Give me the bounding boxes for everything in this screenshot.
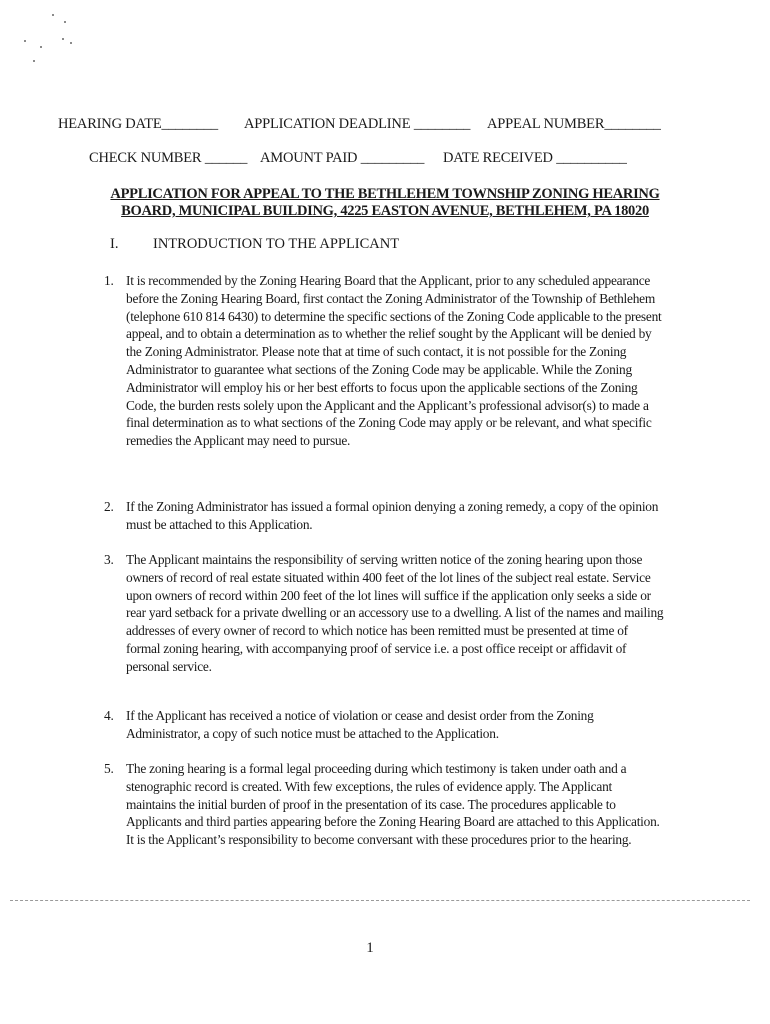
check-number-field <box>89 150 247 167</box>
amount-paid-label: AMOUNT PAID <box>260 150 358 166</box>
section-title: INTRODUCTION TO THE APPLICANT <box>153 236 400 252</box>
list-item-text: The zoning hearing is a formal legal proceeding during which testimony is taken under oath and a stenographic record is created. With few exceptions, the rules of evidence apply. The Applicant maintains the initial burden of proof in the presentation of its case. The procedures applicable to Applicants and third parties appearing before the Zoning Hearing Board are attached to this Application. It is the Applicant’s responsibility to become conversant with these procedures prior to the hearing. <box>126 761 660 848</box>
date-received-blank: __________ <box>556 150 627 166</box>
section-heading <box>110 236 399 253</box>
list-item-text: If the Applicant has received a notice of violation or cease and desist order from the Zoning Administrator, a copy of such notice must be attached to the Application. <box>126 708 594 741</box>
page-number: 1 <box>366 940 374 956</box>
list-item <box>104 498 664 534</box>
hearing-date-blank: ________ <box>161 116 218 132</box>
appeal-number-label: APPEAL NUMBER <box>487 116 605 132</box>
section-number: I. <box>110 236 119 252</box>
list-item <box>104 272 664 450</box>
footer-divider <box>10 900 750 901</box>
list-item-number: 2. <box>104 499 114 514</box>
document-title <box>60 186 710 220</box>
scan-speck <box>52 14 54 16</box>
scan-speck <box>70 42 72 44</box>
amount-paid-field <box>260 150 424 167</box>
list-item <box>104 707 664 743</box>
document-title-line2: BOARD, MUNICIPAL BUILDING, 4225 EASTON AVENUE, BETHLEHEM, PA 18020 <box>121 203 649 219</box>
check-number-label: CHECK NUMBER <box>89 150 202 166</box>
list-item-text: It is recommended by the Zoning Hearing Board that the Applicant, prior to any scheduled appearance before the Zoning Hearing Board, first contact the Zoning Administrator of the Township of Bethlehem (telephone 610 814 6430) to determine the specific sections of the Zoning Code applicable to the present appeal, and to obtain a determination as to whether the relief sought by the Applicant will be denied by the Zoning Administrator. Please note that at time of such contact, it is not possible for the Zoning Administrator to guarantee what sections of the Zoning Code may be applicable. While the Zoning Administrator will employ his or her best efforts to focus upon the applicable sections of the Zoning Code, the burden rests solely upon the Applicant and the Applicant’s professional advisor(s) to made a final determination as to what sections of the Zoning Code may apply or be relevant, and what specific remedies the Applicant may need to pursue. <box>126 273 662 449</box>
application-deadline-label: APPLICATION DEADLINE <box>244 116 411 132</box>
appeal-number-blank: ________ <box>604 116 661 132</box>
list-item-text: If the Zoning Administrator has issued a formal opinion denying a zoning remedy, a copy of the opinion must be attached to this Application. <box>126 499 659 532</box>
date-received-label: DATE RECEIVED <box>443 150 553 166</box>
scan-speck <box>62 38 64 40</box>
hearing-date-field <box>58 116 218 133</box>
list-item-number: 5. <box>104 761 114 776</box>
list-item-text: The Applicant maintains the responsibility of serving written notice of the zoning hearing upon those owners of record of real estate situated within 400 feet of the lot lines of the subject real estate. Service upon owners of record within 200 feet of the lot lines will suffice if the application only seeks a side or rear yard setback for a private dwelling or an accessory use to a dwelling. A list of the names and mailing addresses of every owner of record to which notice has been remitted must be presented at time of formal zoning hearing, with accompanying proof of service i.e. a post office receipt or affidavit of personal service. <box>126 552 664 674</box>
application-deadline-field <box>244 116 470 133</box>
application-deadline-blank: ________ <box>413 116 471 132</box>
list-item <box>104 551 664 676</box>
amount-paid-blank: _________ <box>360 150 425 166</box>
document-title-line1: APPLICATION FOR APPEAL TO THE BETHLEHEM TOWNSHIP ZONING HEARING <box>110 186 660 202</box>
scan-speck <box>64 21 66 23</box>
list-item <box>104 760 664 849</box>
hearing-date-label: HEARING DATE <box>58 116 162 132</box>
appeal-number-field <box>487 116 661 133</box>
list-item-number: 3. <box>104 552 114 567</box>
scan-speck <box>24 40 26 42</box>
check-number-blank: ______ <box>204 150 248 166</box>
scan-speck <box>33 60 35 62</box>
date-received-field <box>443 150 627 167</box>
list-item-number: 4. <box>104 708 114 723</box>
list-item-number: 1. <box>104 273 114 288</box>
scan-speck <box>40 46 42 48</box>
